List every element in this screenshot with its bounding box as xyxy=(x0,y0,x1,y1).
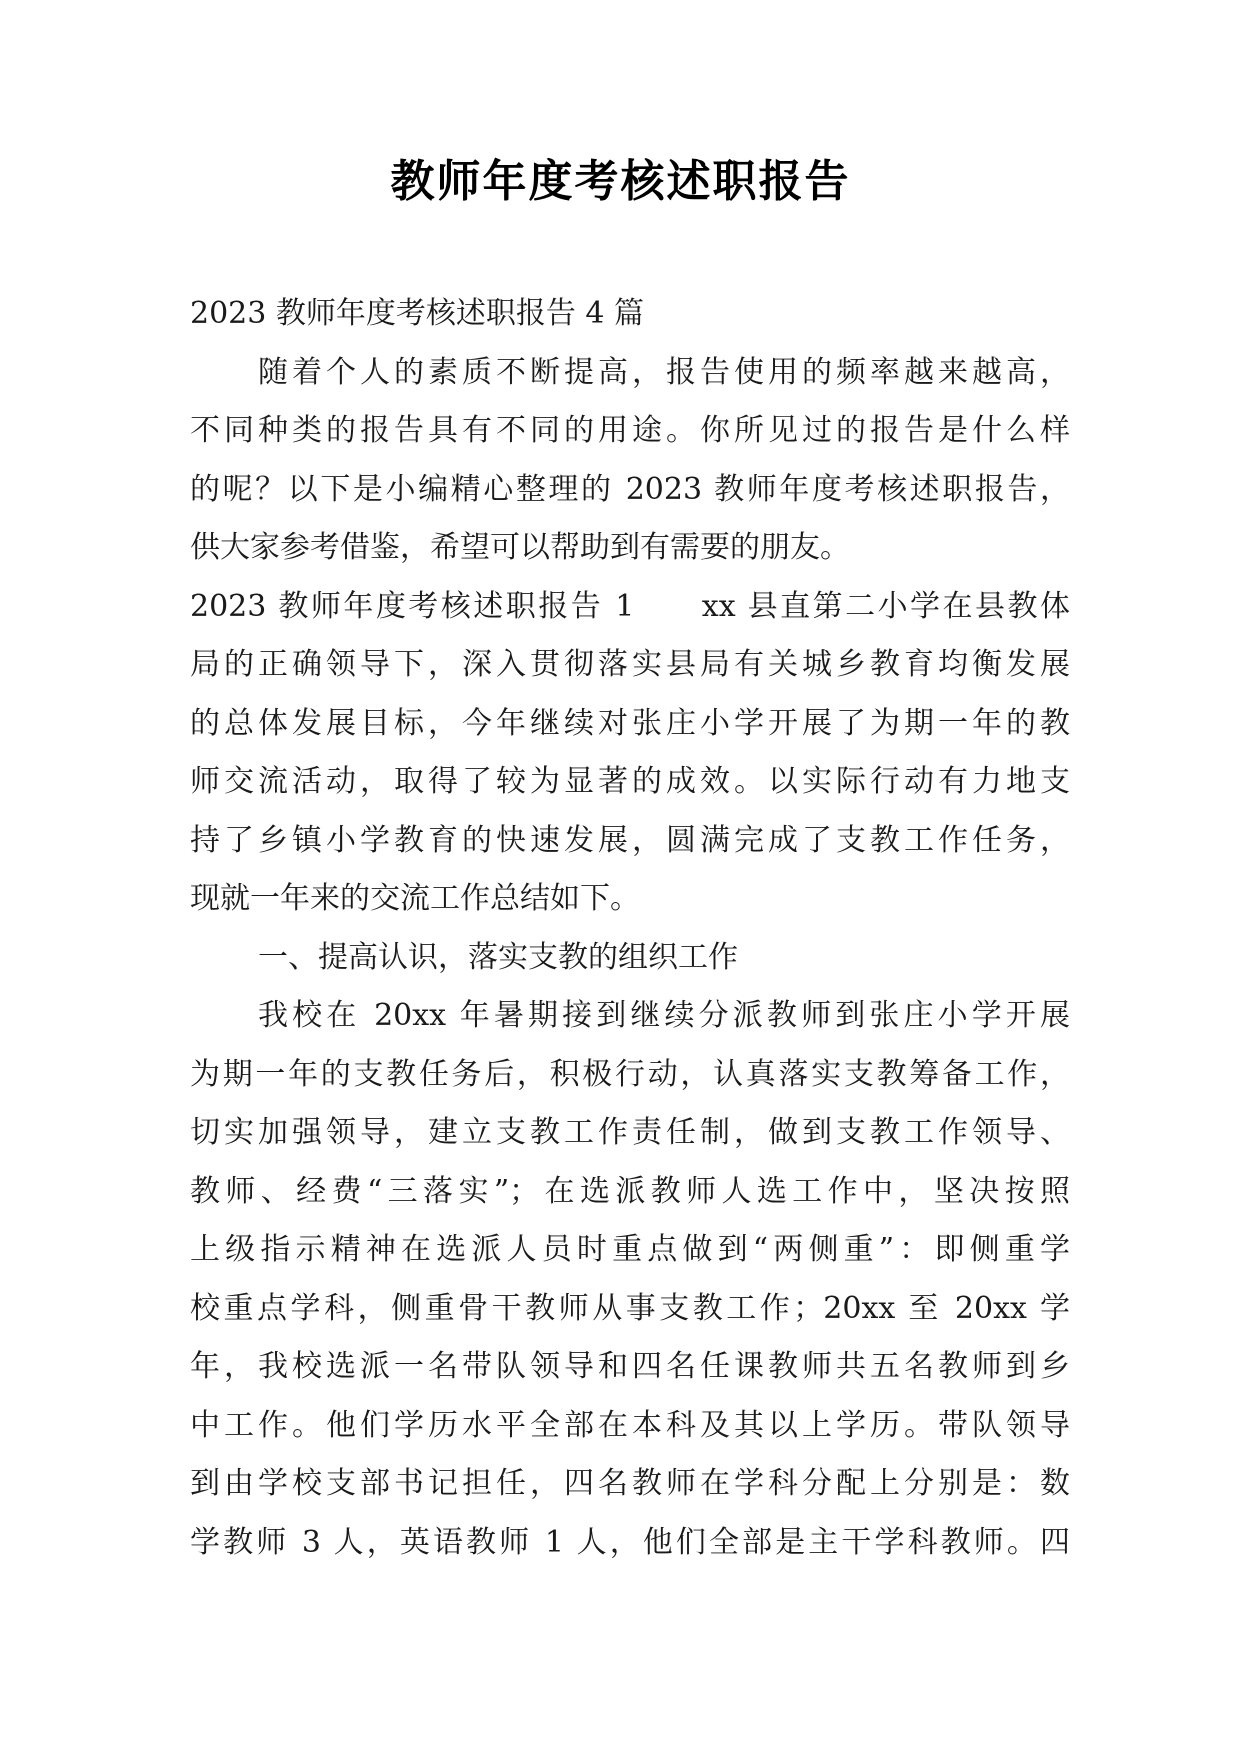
text-line: 切实加强领导，建立支教工作责任制，做到支教工作领导、 xyxy=(190,1115,1070,1150)
text-line: 不同种类的报告具有不同的用途。你所见过的报告是什么样 xyxy=(190,413,1070,448)
document-body xyxy=(190,285,1070,1572)
text-line: 我校在 20xx 年暑期接到继续分派教师到张庄小学开展 xyxy=(258,998,1070,1033)
text-line: 现就一年来的交流工作总结如下。 xyxy=(190,881,640,916)
text-line: 校重点学科，侧重骨干教师从事支教工作；20xx 至 20xx 学 xyxy=(190,1290,1070,1326)
text-line: 2023 教师年度考核述职报告 4 篇 xyxy=(190,296,645,331)
text-line: 2023 教师年度考核述职报告 1 xx 县直第二小学在县教体 xyxy=(190,588,1070,624)
text-line: 教师、经费“三落实”；在选派教师人选工作中，坚决按照 xyxy=(190,1173,1070,1209)
text-line: 供大家参考借鉴，希望可以帮助到有需要的朋友。 xyxy=(190,530,850,565)
text-line: 持了乡镇小学教育的快速发展，圆满完成了支教工作任务， xyxy=(190,822,1070,858)
text-line: 到由学校支部书记担任，四名教师在学科分配上分别是：数 xyxy=(190,1466,1070,1501)
text-line: 为期一年的支教任务后，积极行动，认真落实支教筹备工作， xyxy=(190,1056,1070,1092)
document-title: 教师年度考核述职报告 xyxy=(390,156,851,207)
text-line: 局的正确领导下，深入贯彻落实县局有关城乡教育均衡发展 xyxy=(190,647,1070,682)
text-line: 上级指示精神在选派人员时重点做到“两侧重”：即侧重学 xyxy=(190,1232,1070,1267)
text-line: 中工作。他们学历水平全部在本科及其以上学历。带队领导 xyxy=(190,1407,1070,1443)
text-line: 师交流活动，取得了较为显著的成效。以实际行动有力地支 xyxy=(190,764,1070,799)
text-line: 的总体发展目标，今年继续对张庄小学开展了为期一年的教 xyxy=(190,705,1070,741)
text-line: 学教师 3 人，英语教师 1 人，他们全部是主干学科教师。四 xyxy=(190,1524,1070,1560)
text-line: 随着个人的素质不断提高，报告使用的频率越来越高， xyxy=(258,354,1070,390)
text-line: 的呢？以下是小编精心整理的 2023 教师年度考核述职报告， xyxy=(190,471,1070,507)
text-line: 年，我校选派一名带队领导和四名任课教师共五名教师到乡 xyxy=(190,1349,1070,1384)
text-line: 一、提高认识，落实支教的组织工作 xyxy=(258,939,738,975)
